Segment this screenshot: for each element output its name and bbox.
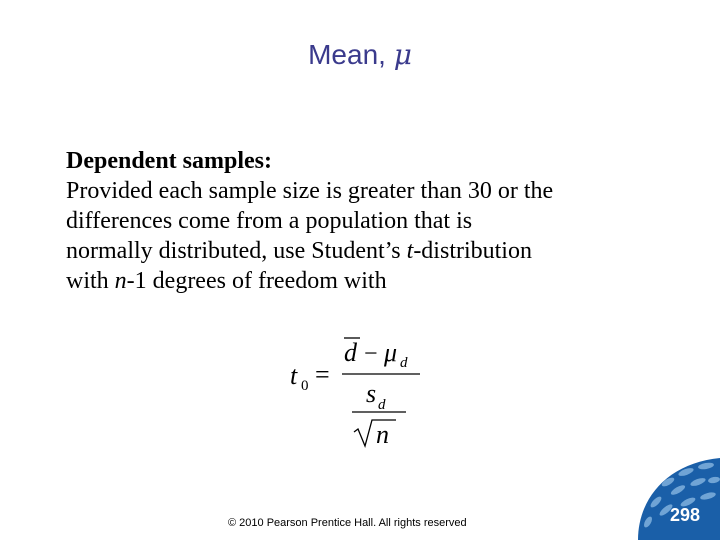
mu-symbol: μ bbox=[393, 38, 412, 71]
slide-title bbox=[0, 38, 720, 71]
body-heading: Dependent samples: bbox=[66, 148, 273, 174]
formula-equals: = bbox=[315, 360, 330, 389]
sqrt-sign bbox=[354, 420, 396, 446]
formula-t: t bbox=[290, 361, 298, 390]
corner-decoration bbox=[628, 458, 720, 540]
formula-s: s bbox=[366, 379, 377, 408]
copyright-footer: © 2010 Pearson Prentice Hall. All rights reserved bbox=[228, 517, 467, 529]
formula-minus: − bbox=[364, 341, 378, 367]
body-line-4: with n-1 degrees of freedom with bbox=[66, 268, 387, 294]
body-line-2: differences come from a population that is bbox=[66, 208, 473, 234]
test-statistic-formula bbox=[288, 332, 448, 457]
formula-s-subscript: d bbox=[378, 397, 386, 413]
slide-body bbox=[66, 146, 666, 296]
formula-mu-subscript: d bbox=[400, 355, 408, 371]
formula-mu: μ bbox=[384, 338, 398, 367]
n-variable: n bbox=[114, 268, 127, 294]
body-line-3: normally distributed, use Student’s t-distribution bbox=[66, 238, 532, 264]
formula-t-subscript: 0 bbox=[301, 378, 309, 394]
page-number: 298 bbox=[669, 505, 701, 525]
slide-title-text: Mean, bbox=[308, 39, 394, 70]
formula-d-bar: d bbox=[344, 338, 357, 367]
formula-n: n bbox=[376, 420, 389, 449]
body-line-1: Provided each sample size is greater than 30 or the bbox=[66, 178, 554, 204]
t-variable: t bbox=[406, 238, 414, 264]
